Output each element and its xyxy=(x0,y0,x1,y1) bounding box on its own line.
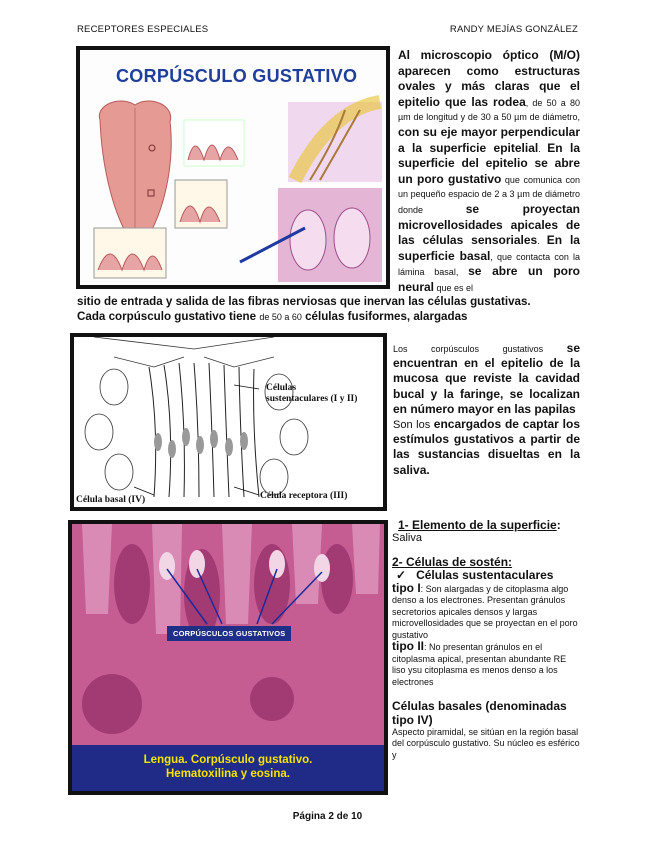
page-number: Página 2 de 10 xyxy=(292,811,363,822)
label-corpusculos: CORPÚSCULOS GUSTATIVOS xyxy=(167,626,291,641)
figure-taste-bud-diagram xyxy=(70,333,387,511)
section-cell-types: 1- Elemento de la superficie: Saliva 2- Células de sostén: ✓ Células sustentaculares tipo I: Son alargadas y de citoplasma algo denso a los electrones. Presentan gránulos secretorios apicales densos y largas microvellosidades que se proyectan en el poro gustativo tipo II: No presentan gránulos en el citoplasma apical, presentan abundante RE liso ysu citoplasma es menos denso a los electrones Células basales (denominadas tipo IV) Aspecto piramidal, se sitúan en la región basal del corpúsculo gustativo. Su núcleo es esférico y xyxy=(392,518,580,760)
paragraph-location: Los corpúsculos gustativos se encuentran en el epitelio de la mucosa que reviste la cavidad bucal y la faringe, se localizan en número mayor en las papilas Son los encargados de captar los estímulos gustativos a partir de las sustancias disueltas en la saliva. xyxy=(393,341,580,477)
figure-caption: Lengua. Corpúsculo gustativo. Hematoxilina y eosina. xyxy=(72,745,384,791)
tongue-illustration xyxy=(80,50,386,285)
header-left: RECEPTORES ESPECIALES xyxy=(77,24,209,35)
cell-diagram xyxy=(74,337,383,507)
label-sustentacular: Células sustentaculares (I y II) xyxy=(266,383,358,404)
header-right: RANDY MEJÍAS GONZÁLEZ xyxy=(449,24,578,35)
paragraph-microscopy: Al microscopio óptico (M/O) aparecen como estructuras ovales y más claras que el epitelio que las rodea, de 50 a 80 µm de longitud y de 30 a 50 µm de diámetro, con su eje mayor perpendicular a la superficie epitelial. En la superficie del epitelio se abre un poro gustativo que comunica con un pequeño espacio de 2 a 3 µm de diámetro donde se proyectan microvellosidades apicales de las células sensoriales. En la superficie basal, que contacta con la lámina basal, se abre un poro neural que es el xyxy=(398,48,581,294)
figure-taste-bud-illustration xyxy=(76,46,390,289)
label-receptor: Célula receptora (III) xyxy=(260,491,348,501)
paragraph-continuation: sitio de entrada y salida de las fibras nerviosas que inervan las células gustativas. Cada corpúsculo gustativo tiene de 50 a 60 células fusiformes, alargadas xyxy=(77,295,531,323)
figure-histology-photo xyxy=(68,520,388,795)
label-basal: Célula basal (IV) xyxy=(76,495,146,505)
figure-title: CORPÚSCULO GUSTATIVO xyxy=(116,66,358,86)
